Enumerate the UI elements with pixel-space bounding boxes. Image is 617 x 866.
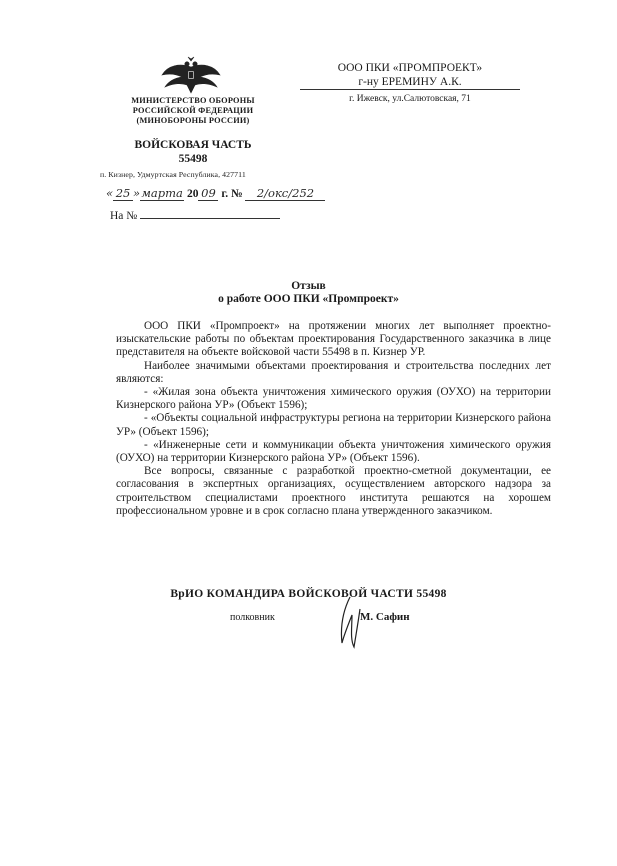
sender-address: п. Кизнер, Удмуртская Республика, 427711: [100, 170, 246, 179]
unit-number: 55498: [178, 153, 208, 165]
recipient-person: г-ну ЕРЕМИНУ А.К.: [300, 76, 520, 90]
recipient-org: ООО ПКИ «ПРОМПРОЕКТ»: [337, 62, 483, 74]
date-month: марта: [141, 186, 183, 200]
date-open-quote: «: [106, 186, 114, 200]
signatory-rank: полковник: [230, 612, 275, 623]
ministry-line: (МИНОБОРОНЫ РОССИИ): [136, 116, 250, 125]
paragraph-intro: ООО ПКИ «Промпроект» на протяжении многих лет выполняет проектно-изыскательские работы по объектам проектирования Государственного заказчика в лице представителя на объекте войсковой части 55498 в п. Кизнер УР.: [116, 320, 551, 359]
reference-label: На №: [110, 210, 138, 222]
ministry-line: МИНИСТЕРСТВО ОБОРОНЫ: [131, 96, 255, 105]
ministry-heading: [108, 96, 278, 126]
paragraph-conclusion: Все вопросы, связанные с разработкой проектно-сметной документации, ее согласования в экспертных организациях, осуществлением авторского надзора за строительством специалистами проектного института решаются на хорошем профессиональном уровне и в срок согласно плана утвержденного заказчиком.: [116, 465, 551, 517]
document-number: 2/окс/252: [245, 186, 325, 201]
coat-of-arms-emblem: [160, 55, 222, 95]
date-day: 25: [113, 186, 133, 201]
title-line: Отзыв: [291, 280, 326, 292]
letter-body: [116, 320, 551, 518]
list-item: - «Жилая зона объекта уничтожения химического оружия (ОУХО) на территории Кизнерского района УР» (Объект 1596);: [116, 386, 551, 412]
ministry-line: РОССИЙСКОЙ ФЕДЕРАЦИИ: [132, 106, 254, 115]
unit-line: ВОЙСКОВАЯ ЧАСТЬ: [134, 139, 252, 151]
title-subject: о работе ООО ПКИ «Промпроект»: [218, 293, 399, 305]
signatory-title: ВрИО КОМАНДИРА ВОЙСКОВОЙ ЧАСТИ 55498: [170, 588, 447, 600]
reference-number-line: [110, 210, 280, 222]
paragraph-objects: Наиболее значимыми объектами проектирования и строительства последних лет являются:: [116, 359, 551, 385]
list-item: - «Объекты социальной инфраструктуры региона на территории Кизнерского района УР» (Объект 1596);: [116, 412, 551, 438]
reference-blank-line: [140, 218, 280, 219]
date-and-number-line: [106, 186, 325, 201]
date-close-quote: »: [133, 186, 141, 200]
date-year-prefix: 20: [186, 188, 199, 200]
recipient-address: г. Ижевск, ул.Салютовская, 71: [349, 94, 471, 104]
military-unit-heading: [108, 138, 278, 166]
signatory-name: М. Сафин: [360, 611, 410, 623]
date-year: 09: [198, 186, 218, 201]
list-item: - «Инженерные сети и коммуникации объекта уничтожения химического оружия (ОУХО) на территории Кизнерского района УР» (Объект 1596).: [116, 438, 551, 465]
document-title: [0, 280, 617, 306]
number-label: г. №: [221, 188, 243, 200]
recipient-block: [300, 62, 520, 106]
